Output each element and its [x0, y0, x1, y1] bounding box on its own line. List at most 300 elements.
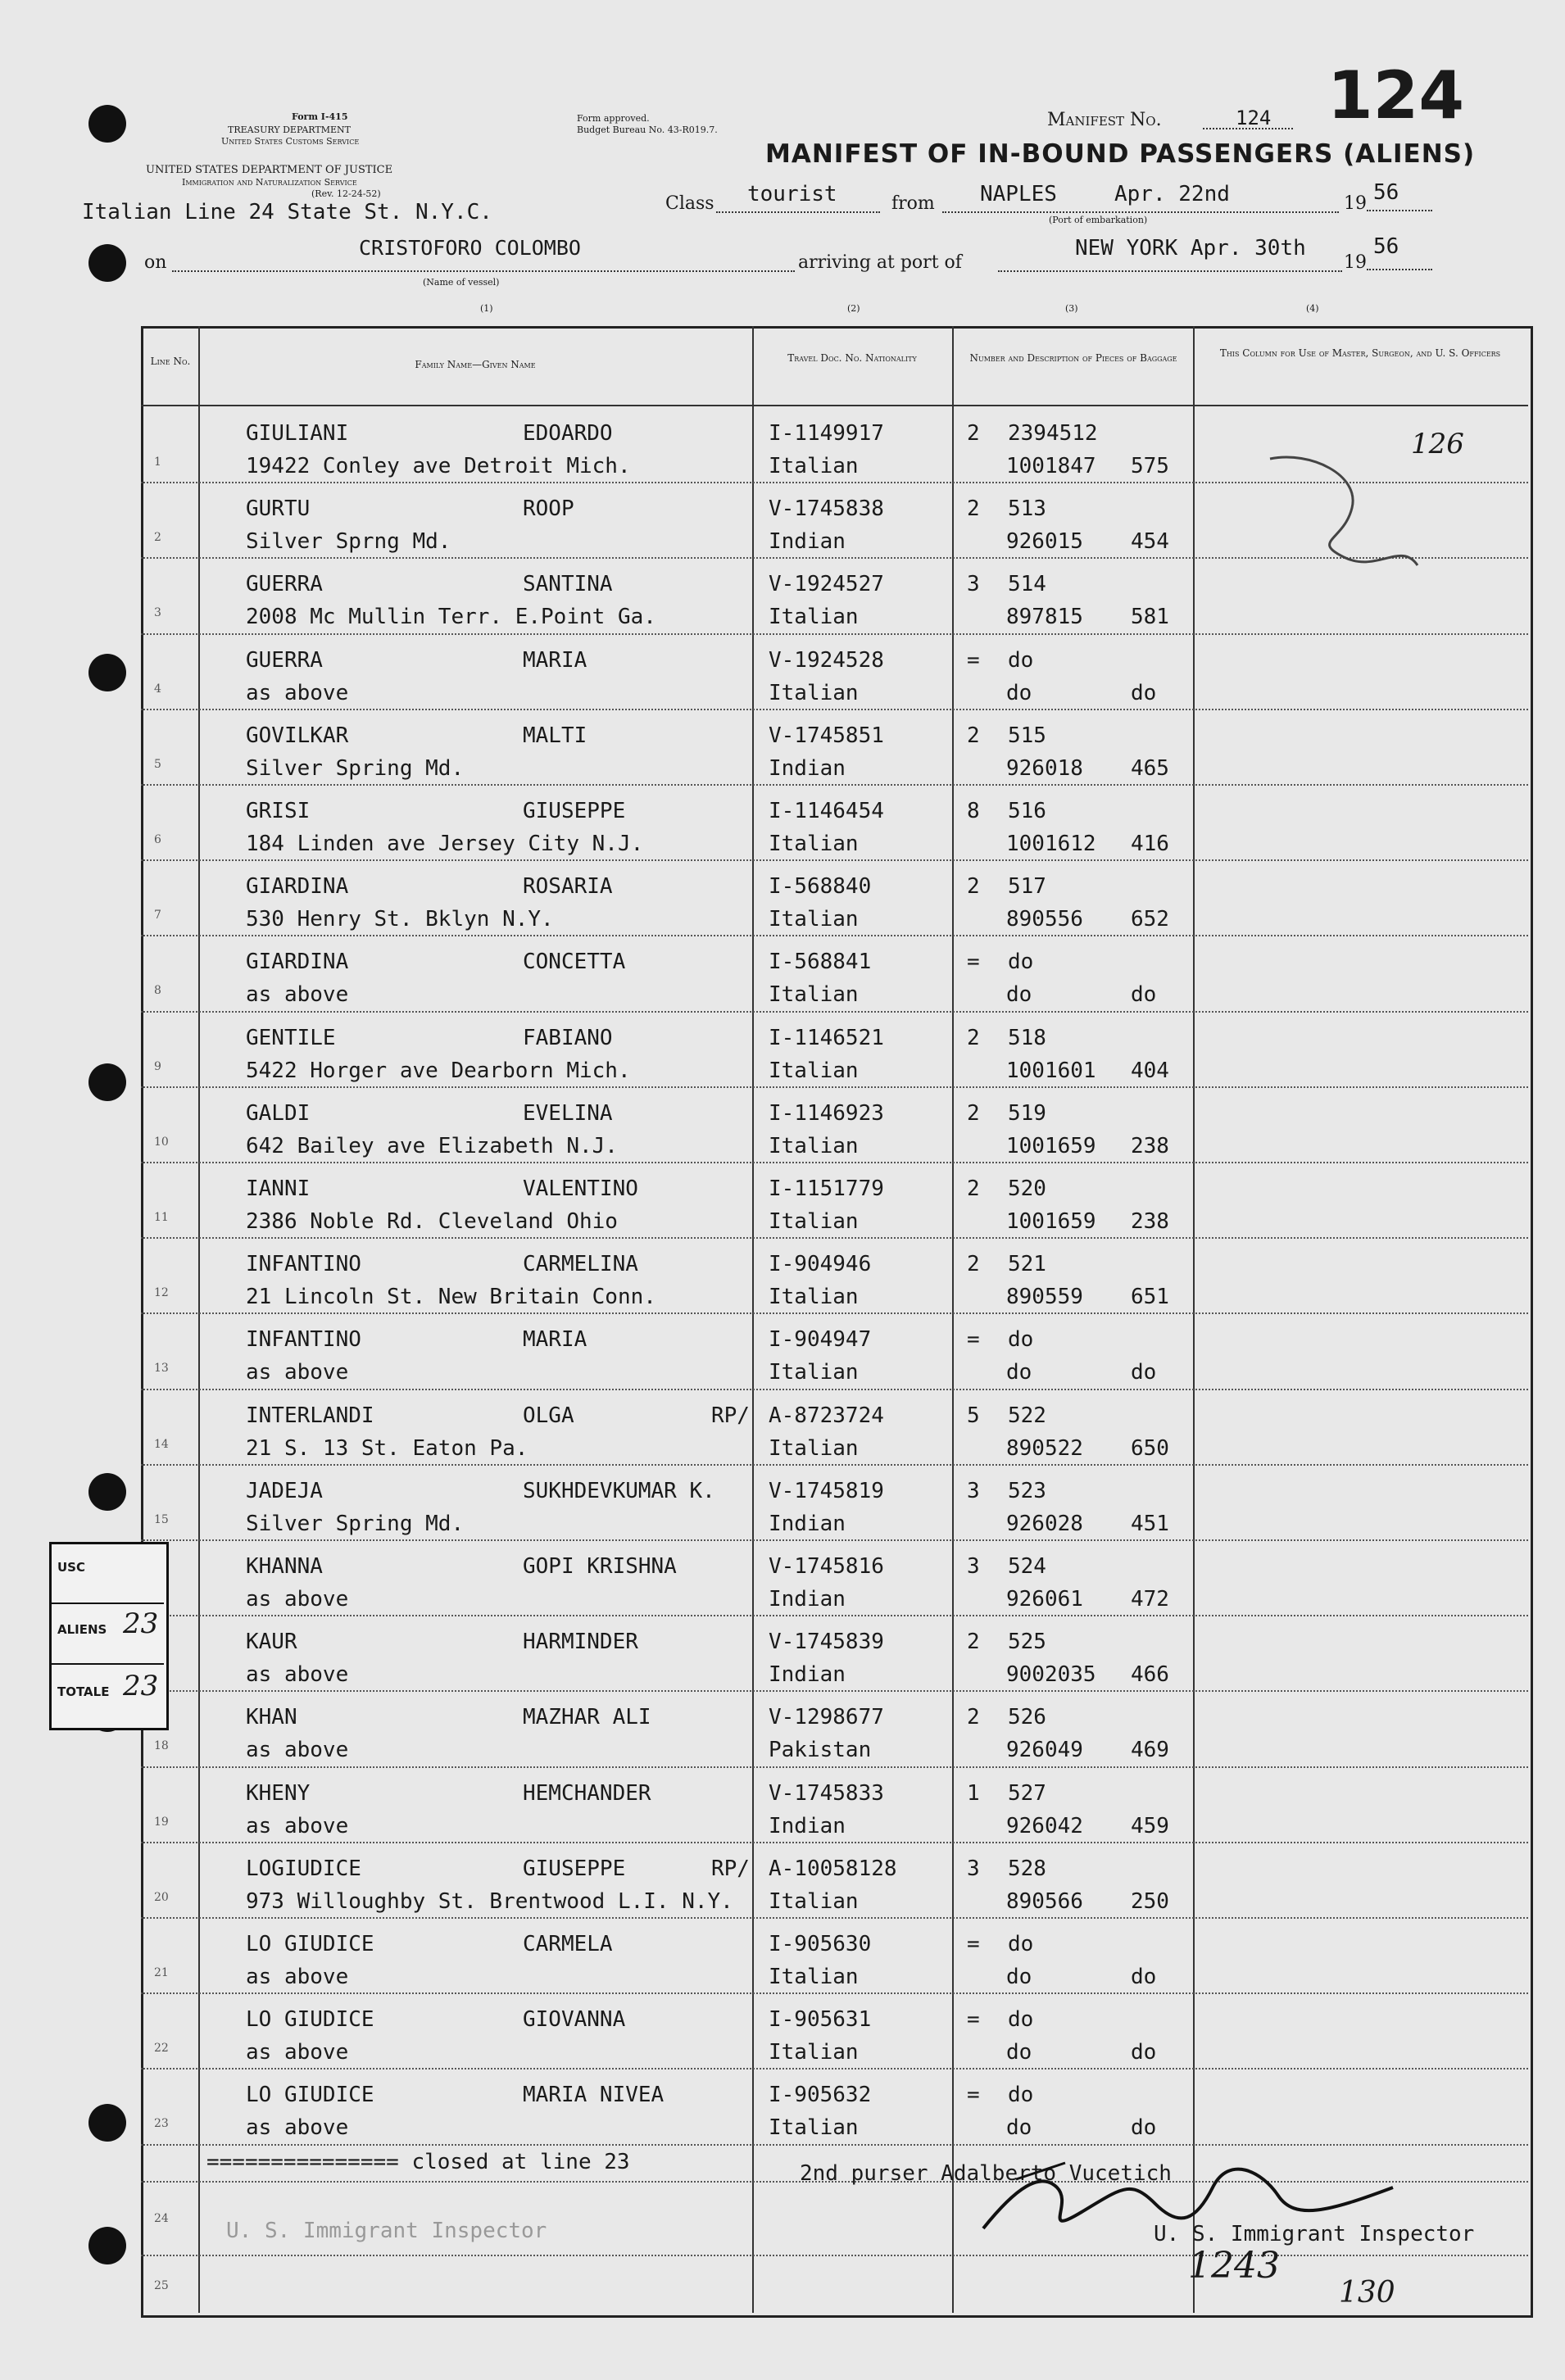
travel-doc-no: I-1146923: [769, 1100, 884, 1126]
family-name: GALDI: [246, 1100, 311, 1126]
line-number: 19: [154, 1815, 169, 1829]
family-name: GRISI: [246, 799, 311, 823]
col-divider: [198, 326, 200, 2313]
row-rule: [141, 2144, 1528, 2146]
baggage-weight: do: [1131, 2115, 1157, 2141]
line-number: 18: [154, 1739, 169, 1753]
line-number: 23: [154, 2117, 169, 2131]
row-rule: [141, 784, 1528, 786]
punch-hole: [88, 244, 126, 282]
baggage-count: 8: [967, 799, 980, 823]
family-name: GIULIANI: [246, 421, 349, 446]
baggage-weight: 472: [1131, 1587, 1169, 1612]
baggage-weight: 238: [1131, 1133, 1169, 1158]
family-name: KHANNA: [246, 1554, 323, 1579]
baggage-weight: 459: [1131, 1813, 1169, 1838]
year-suffix-2: 56: [1373, 234, 1399, 259]
nationality: Italian: [769, 454, 859, 478]
baggage-tag: do: [1008, 2007, 1034, 2033]
line-number: 8: [154, 984, 161, 998]
family-name: INTERLANDI: [246, 1403, 374, 1428]
line-number: 12: [154, 1286, 169, 1300]
baggage-tag: 526: [1008, 1705, 1046, 1730]
customs-service: United States Customs Service: [221, 136, 360, 147]
treasury-dept: TREASURY DEPARTMENT: [228, 125, 351, 135]
line-number: 10: [154, 1135, 169, 1149]
manifest-number: 124: [1236, 107, 1272, 129]
address: as above: [246, 1813, 349, 1838]
family-name: GOVILKAR: [246, 723, 349, 748]
line-number: 20: [154, 1890, 169, 1904]
baggage-ticket: 926018: [1006, 755, 1083, 781]
line-number: 4: [154, 682, 161, 696]
baggage-tag: 527: [1008, 1780, 1046, 1806]
line-number: 6: [154, 833, 161, 846]
baggage-ticket: 890566: [1006, 1888, 1083, 1914]
address: as above: [246, 1587, 349, 1612]
baggage-count: 2: [967, 1252, 980, 1277]
stamp-totale-label: TOTALE: [57, 1684, 110, 1699]
col-number-1: (1): [480, 303, 493, 314]
nationality: Italian: [769, 2040, 859, 2065]
travel-doc-no: I-905631: [769, 2007, 872, 2033]
family-name: GIARDINA: [246, 950, 349, 975]
handwritten-1243: 1243: [1188, 2245, 1280, 2287]
punch-hole: [88, 2227, 126, 2264]
given-name: SUKHDEVKUMAR K.: [523, 1478, 715, 1503]
col-header-line: Line No.: [150, 356, 191, 367]
punch-hole: [88, 105, 126, 143]
travel-doc-no: I-1149917: [769, 421, 884, 446]
vessel-name: CRISTOFORO COLOMBO: [359, 236, 581, 260]
family-name: KHAN: [246, 1705, 297, 1730]
officer-scribble: [1262, 442, 1426, 573]
baggage-weight: 250: [1131, 1888, 1169, 1914]
baggage-count: 2: [967, 496, 980, 522]
baggage-weight: 404: [1131, 1058, 1169, 1083]
baggage-weight: 650: [1131, 1435, 1169, 1461]
address: 184 Linden ave Jersey City N.J.: [246, 832, 644, 856]
row-rule: [141, 709, 1528, 710]
travel-doc-no: A-8723724: [769, 1403, 884, 1428]
class-value: tourist: [747, 182, 837, 206]
address: as above: [246, 1738, 349, 1763]
nationality: Indian: [769, 1813, 846, 1838]
row-rule: [141, 633, 1528, 635]
row-rule: [141, 1162, 1528, 1163]
baggage-tag: 528: [1008, 1856, 1046, 1881]
row-rule: [141, 1690, 1528, 1692]
col-header-doc: Travel Doc. No. Nationality: [787, 352, 917, 364]
punch-hole: [88, 1063, 126, 1101]
baggage-count: 2: [967, 1025, 980, 1050]
nationality: Italian: [769, 1209, 859, 1234]
baggage-ticket: 1001847: [1006, 454, 1096, 478]
baggage-ticket: 926049: [1006, 1738, 1083, 1763]
travel-doc-no: I-1146521: [769, 1025, 884, 1050]
nationality: Indian: [769, 1587, 846, 1612]
address: 19422 Conley ave Detroit Mich.: [246, 454, 631, 478]
family-name: LO GIUDICE: [246, 2083, 374, 2108]
given-name: CARMELA: [523, 1932, 613, 1956]
baggage-count: =: [967, 1327, 980, 1353]
baggage-ticket: 897815: [1006, 605, 1083, 630]
baggage-count: 3: [967, 572, 980, 597]
address: 642 Bailey ave Elizabeth N.J.: [246, 1133, 618, 1158]
travel-doc-no: I-1146454: [769, 799, 884, 823]
inspector-left: U. S. Immigrant Inspector: [226, 2219, 547, 2243]
row-rule: [141, 1389, 1528, 1390]
baggage-weight: 238: [1131, 1209, 1169, 1234]
year-prefix-1: 19: [1344, 193, 1367, 214]
year-line-1: [1367, 210, 1432, 211]
baggage-weight: 416: [1131, 832, 1169, 856]
given-name: CARMELINA: [523, 1252, 638, 1277]
baggage-tag: 523: [1008, 1478, 1046, 1503]
baggage-ticket: do: [1006, 680, 1032, 705]
year-line-2: [1367, 269, 1432, 270]
baggage-tag: 522: [1008, 1403, 1046, 1428]
given-name: CONCETTA: [523, 950, 626, 975]
col-divider: [752, 326, 754, 2313]
baggage-ticket: 1001601: [1006, 1058, 1096, 1083]
col-header-officer: This Column for Use of Master, Surgeon, and U. S. Officers: [1219, 347, 1501, 359]
given-name: MARIA: [523, 1327, 587, 1353]
col-number-2: (2): [847, 303, 860, 314]
baggage-weight: 454: [1131, 529, 1169, 555]
baggage-ticket: 926015: [1006, 529, 1083, 555]
stamp-usc-label: USC: [57, 1560, 85, 1575]
address: 2008 Mc Mullin Terr. E.Point Ga.: [246, 605, 656, 630]
row-rule: [141, 1312, 1528, 1314]
nationality: Italian: [769, 907, 859, 932]
line-number: 3: [154, 606, 161, 620]
nationality: Italian: [769, 1058, 859, 1083]
nationality: Italian: [769, 2115, 859, 2141]
row-rule: [141, 859, 1528, 861]
address: 973 Willoughby St. Brentwood L.I. N.Y.: [246, 1888, 733, 1914]
baggage-count: 1: [967, 1780, 980, 1806]
line-number: 22: [154, 2042, 169, 2056]
baggage-ticket: 890556: [1006, 907, 1083, 932]
line-number: 21: [154, 1966, 169, 1979]
travel-doc-no: V-1298677: [769, 1705, 884, 1730]
baggage-weight: 451: [1131, 1511, 1169, 1536]
given-name: HARMINDER: [523, 1630, 638, 1655]
on-label: on: [144, 252, 167, 273]
given-name: FABIANO: [523, 1025, 613, 1050]
baggage-weight: 652: [1131, 907, 1169, 932]
travel-doc-no: I-904946: [769, 1252, 872, 1277]
row-rule: [141, 1539, 1528, 1541]
baggage-count: 2: [967, 1100, 980, 1126]
baggage-tag: 519: [1008, 1100, 1046, 1126]
manifest-label: Manifest No.: [1047, 110, 1162, 130]
baggage-tag: 525: [1008, 1630, 1046, 1655]
baggage-count: 2: [967, 1176, 980, 1201]
baggage-ticket: 890559: [1006, 1285, 1083, 1310]
row-rule: [141, 1842, 1528, 1843]
departure-date: Apr. 22nd: [1114, 182, 1230, 206]
baggage-tag: 518: [1008, 1025, 1046, 1050]
family-name: GUERRA: [246, 572, 323, 597]
travel-doc-no: V-1745816: [769, 1554, 884, 1579]
baggage-weight: do: [1131, 1360, 1157, 1385]
justice-dept: UNITED STATES DEPARTMENT OF JUSTICE: [146, 164, 393, 176]
family-name: GUERRA: [246, 647, 323, 673]
given-name: ROSARIA: [523, 874, 613, 900]
travel-doc-no: V-1745819: [769, 1478, 884, 1503]
punch-hole: [88, 2104, 126, 2142]
baggage-weight: 651: [1131, 1285, 1169, 1310]
baggage-tag: 520: [1008, 1176, 1046, 1201]
family-name: IANNI: [246, 1176, 311, 1201]
family-name: INFANTINO: [246, 1327, 361, 1353]
header-rule: [141, 405, 1528, 406]
year-prefix-2: 19: [1344, 252, 1367, 273]
travel-doc-no: V-1924528: [769, 647, 884, 673]
given-name: MARIA: [523, 647, 587, 673]
nationality: Indian: [769, 1662, 846, 1688]
line-number: 9: [154, 1059, 161, 1073]
given-name: EDOARDO: [523, 421, 613, 446]
address: Silver Spring Md.: [246, 1511, 465, 1536]
row-rule: [141, 2255, 1528, 2256]
baggage-tag: 514: [1008, 572, 1046, 597]
row-rule: [141, 1615, 1528, 1616]
baggage-ticket: 9002035: [1006, 1662, 1096, 1688]
arriving-label: arriving at port of: [798, 252, 962, 273]
nationality: Indian: [769, 755, 846, 781]
nationality: Italian: [769, 605, 859, 630]
address: as above: [246, 1965, 349, 1989]
purser-name: 2nd purser Adalberto Vucetich: [800, 2161, 1172, 2186]
travel-doc-no: I-1151779: [769, 1176, 884, 1201]
address: as above: [246, 1662, 349, 1688]
travel-doc-no: I-568841: [769, 950, 872, 975]
arrival-line: [998, 270, 1342, 272]
row-rule: [141, 1464, 1528, 1466]
baggage-tag: 513: [1008, 496, 1046, 522]
travel-doc-no: V-1745839: [769, 1630, 884, 1655]
given-name: MARIA NIVEA: [523, 2083, 665, 2108]
baggage-ticket: do: [1006, 2115, 1032, 2141]
given-name: VALENTINO: [523, 1176, 638, 1201]
baggage-count: =: [967, 2083, 980, 2108]
travel-doc-no: V-1745851: [769, 723, 884, 748]
baggage-tag: 517: [1008, 874, 1046, 900]
baggage-weight: do: [1131, 982, 1157, 1008]
row-rule: [141, 1992, 1528, 1994]
family-name: LOGIUDICE: [246, 1856, 361, 1881]
baggage-ticket: 926061: [1006, 1587, 1083, 1612]
nationality: Italian: [769, 1965, 859, 1989]
line-number: 7: [154, 909, 161, 923]
revision: (Rev. 12-24-52): [311, 188, 381, 199]
row-rule: [141, 2068, 1528, 2069]
col-divider: [952, 326, 954, 2313]
baggage-tag: 516: [1008, 799, 1046, 823]
given-name: HEMCHANDER: [523, 1780, 651, 1806]
baggage-count: =: [967, 647, 980, 673]
travel-doc-no: I-904947: [769, 1327, 872, 1353]
baggage-tag: do: [1008, 950, 1034, 975]
given-name: EVELINA: [523, 1100, 613, 1126]
stamp-totale-value: 23: [123, 1670, 159, 1702]
baggage-tag: 2394512: [1008, 421, 1098, 446]
family-name: GENTILE: [246, 1025, 336, 1050]
nationality: Italian: [769, 832, 859, 856]
travel-doc-no: V-1745838: [769, 496, 884, 522]
family-name: LO GIUDICE: [246, 2007, 374, 2033]
punch-hole: [88, 654, 126, 691]
baggage-ticket: 926028: [1006, 1511, 1083, 1536]
baggage-weight: 581: [1131, 605, 1169, 630]
travel-doc-no: V-1924527: [769, 572, 884, 597]
handwritten-130: 130: [1339, 2276, 1395, 2310]
travel-doc-no: V-1745833: [769, 1780, 884, 1806]
baggage-weight: 575: [1131, 454, 1169, 478]
rp-mark: RP/: [711, 1856, 750, 1881]
nationality: Indian: [769, 1511, 846, 1536]
manifest-title: MANIFEST OF IN-BOUND PASSENGERS (ALIENS): [765, 139, 1476, 169]
row-rule: [141, 1237, 1528, 1239]
address: Silver Spring Md.: [246, 755, 465, 781]
given-name: OLGA: [523, 1403, 574, 1428]
rp-mark: RP/: [711, 1403, 750, 1428]
baggage-weight: 469: [1131, 1738, 1169, 1763]
form-approved: Form approved.: [577, 113, 650, 124]
line-number-24: 24: [154, 2212, 169, 2225]
nationality: Pakistan: [769, 1738, 872, 1763]
baggage-count: 2: [967, 1705, 980, 1730]
handwritten-126: 126: [1411, 428, 1464, 460]
baggage-ticket: do: [1006, 982, 1032, 1008]
given-name: MALTI: [523, 723, 587, 748]
given-name: GIUSEPPE: [523, 799, 626, 823]
address: as above: [246, 982, 349, 1008]
immigration-service: Immigration and Naturalization Service: [182, 177, 357, 188]
col-number-3: (3): [1065, 303, 1078, 314]
stamp-divider: [49, 1603, 164, 1604]
baggage-count: =: [967, 950, 980, 975]
line-address: Italian Line 24 State St. N.Y.C.: [82, 200, 492, 224]
baggage-weight: 466: [1131, 1662, 1169, 1688]
address: 21 S. 13 St. Eaton Pa.: [246, 1435, 528, 1461]
address: 21 Lincoln St. New Britain Conn.: [246, 1285, 656, 1310]
address: as above: [246, 680, 349, 705]
nationality: Italian: [769, 1435, 859, 1461]
baggage-count: 3: [967, 1478, 980, 1503]
col-header-name: Family Name—Given Name: [415, 359, 536, 370]
stamped-manifest-number: 124: [1327, 57, 1464, 134]
line-number: 15: [154, 1512, 169, 1526]
baggage-count: 5: [967, 1403, 980, 1428]
baggage-count: 3: [967, 1856, 980, 1881]
baggage-tag: do: [1008, 1932, 1034, 1956]
nationality: Italian: [769, 1888, 859, 1914]
nationality: Italian: [769, 982, 859, 1008]
embarkation-caption: (Port of embarkation): [1049, 215, 1148, 225]
row-rule: [141, 935, 1528, 936]
line-number: 14: [154, 1437, 169, 1451]
baggage-ticket: 926042: [1006, 1813, 1083, 1838]
address: as above: [246, 2115, 349, 2141]
given-name: SANTINA: [523, 572, 613, 597]
address: 530 Henry St. Bklyn N.Y.: [246, 907, 554, 932]
stamp-aliens-value: 23: [123, 1607, 159, 1640]
inspector-right: U. S. Immigrant Inspector: [1154, 2222, 1475, 2246]
baggage-weight: 465: [1131, 755, 1169, 781]
stamp-aliens-label: ALIENS: [57, 1622, 107, 1637]
baggage-tag: do: [1008, 647, 1034, 673]
baggage-count: =: [967, 2007, 980, 2033]
family-name: LO GIUDICE: [246, 1932, 374, 1956]
line-number: 1: [154, 456, 161, 469]
line-number-25: 25: [154, 2279, 169, 2292]
port-of-embarkation: NAPLES: [980, 182, 1057, 206]
given-name: GIUSEPPE: [523, 1856, 626, 1881]
form-number: Form I-415: [292, 111, 348, 122]
address: as above: [246, 1360, 349, 1385]
baggage-weight: do: [1131, 680, 1157, 705]
col-number-4: (4): [1306, 303, 1319, 314]
baggage-weight: do: [1131, 2040, 1157, 2065]
baggage-tag: do: [1008, 2083, 1034, 2108]
nationality: Italian: [769, 1360, 859, 1385]
col-divider: [1193, 326, 1195, 2313]
baggage-ticket: 1001612: [1006, 832, 1096, 856]
baggage-ticket: 890522: [1006, 1435, 1083, 1461]
nationality: Italian: [769, 680, 859, 705]
address: Silver Sprng Md.: [246, 529, 451, 555]
family-name: INFANTINO: [246, 1252, 361, 1277]
row-rule: [141, 1011, 1528, 1013]
baggage-ticket: 1001659: [1006, 1133, 1096, 1158]
punch-hole: [88, 1473, 126, 1511]
baggage-count: 2: [967, 874, 980, 900]
family-name: KAUR: [246, 1630, 297, 1655]
vessel-line: [172, 270, 795, 272]
family-name: GIARDINA: [246, 874, 349, 900]
baggage-ticket: do: [1006, 1360, 1032, 1385]
address: 2386 Noble Rd. Cleveland Ohio: [246, 1209, 618, 1234]
given-name: GIOVANNA: [523, 2007, 626, 2033]
stamp-divider: [49, 1663, 164, 1665]
from-line: [942, 211, 1339, 213]
line-number: 2: [154, 531, 161, 545]
address: 5422 Horger ave Dearborn Mich.: [246, 1058, 631, 1083]
baggage-ticket: do: [1006, 1965, 1032, 1989]
given-name: MAZHAR ALI: [523, 1705, 651, 1730]
baggage-count: 3: [967, 1554, 980, 1579]
nationality: Italian: [769, 1285, 859, 1310]
baggage-tag: 524: [1008, 1554, 1046, 1579]
class-line: [716, 211, 880, 213]
nationality: Indian: [769, 529, 846, 555]
baggage-count: =: [967, 1932, 980, 1956]
baggage-count: 2: [967, 1630, 980, 1655]
col-header-baggage: Number and Description of Pieces of Baggage: [969, 352, 1177, 364]
nationality: Italian: [769, 1133, 859, 1158]
baggage-tag: 521: [1008, 1252, 1046, 1277]
row-rule: [141, 1917, 1528, 1919]
line-number: 5: [154, 757, 161, 771]
line-number: 11: [154, 1211, 169, 1224]
year-suffix-1: 56: [1373, 180, 1399, 205]
baggage-tag: 515: [1008, 723, 1046, 748]
closed-note: =============== closed at line 23: [206, 2150, 630, 2174]
